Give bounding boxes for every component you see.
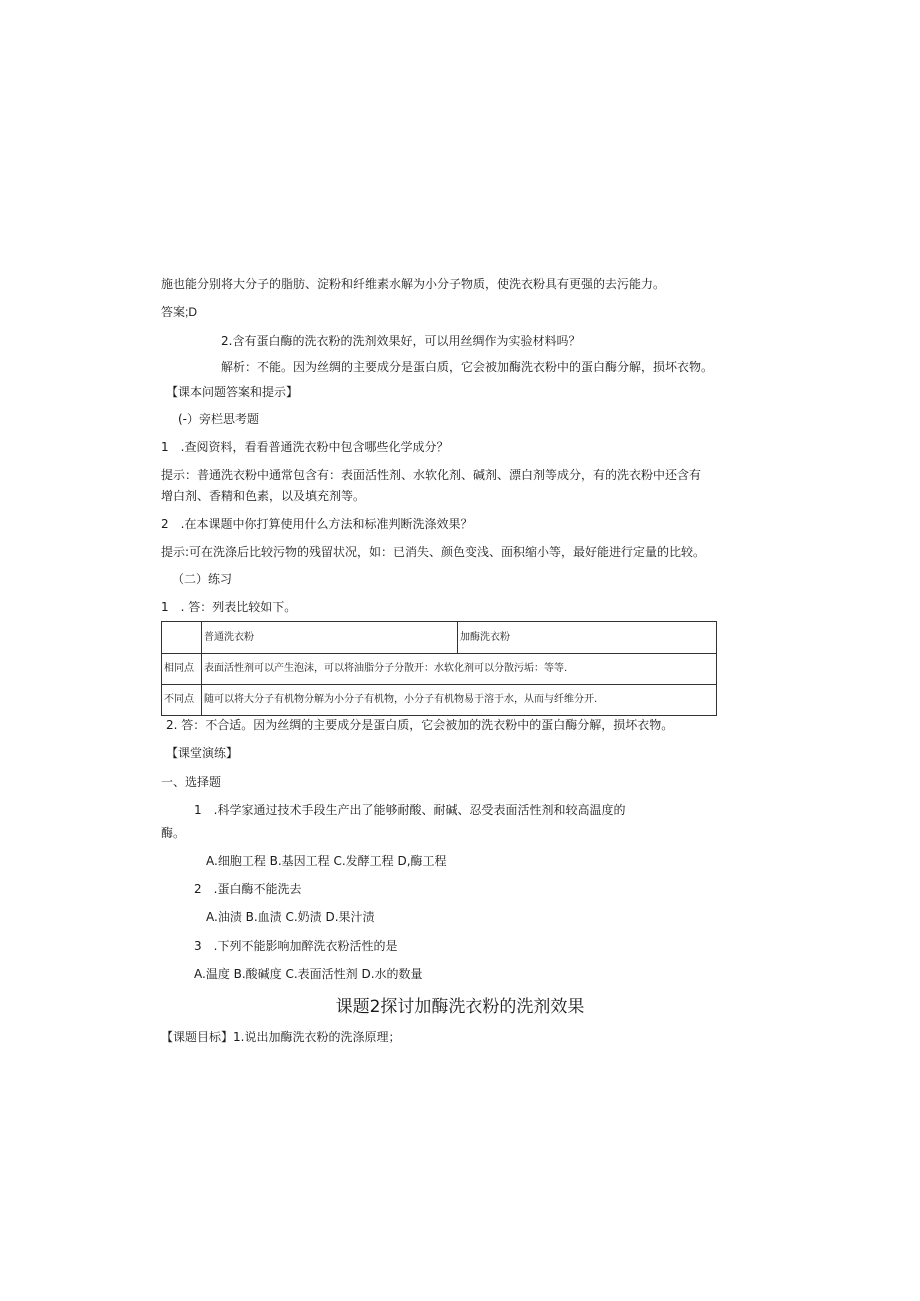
table-row (162, 685, 717, 716)
question-line: 2 .在本课题中你打算使用什么方法和标准判断洗涤效果？ (161, 517, 473, 531)
subsection-heading: （二）练习 (172, 572, 233, 586)
row-text: 随可以将大分子有机物分解为小分子有机物，小分子有机物易于溶于水，从而与纤维分开. (202, 685, 717, 716)
row-label: 相同点 (162, 654, 202, 685)
answer-line: 2. 答：不合适。因为丝绸的主要成分是蛋白质，它会被加的洗衣粉中的蛋白酶分解，损坏衣物。 (166, 718, 674, 732)
question-line: 2.含有蛋白酶的洗衣粉的洗剂效果好，可以用丝绸作为实验材料吗？ (221, 334, 581, 348)
table-header-cell: 普通洗衣粉 (202, 622, 458, 654)
analysis-line: 解析：不能。因为丝绸的主要成分是蛋白质，它会被加酶洗衣粉中的蛋白酶分解，损坏衣物。 (221, 360, 714, 374)
table-header-row (162, 622, 717, 654)
question-line: 酶。 (161, 826, 186, 840)
hint-line: 提示：普通洗衣粉中通常包含有：表面活性剂、水软化剂、碱剂、漂白剂等成分，有的洗衣粉中还含有 (161, 468, 702, 482)
answer-line: 1 . 答：列表比较如下。 (161, 600, 297, 614)
objective-line: 【课题目标】1.说出加酶洗衣粉的洗涤原理； (161, 1030, 401, 1044)
table-header-cell (162, 622, 202, 654)
options-line: A.细胞工程 B.基因工程 C.发酵工程 D,酶工程 (206, 854, 447, 868)
question-line: 3 .下列不能影响加醉洗衣粉活性的是 (194, 939, 398, 953)
options-line: A.油渍 B.血渍 C.奶渍 D.果汁渍 (206, 910, 375, 924)
hint-line: 提示:可在洗涤后比较污物的残留状况，如：已消失、颜色变浅、面积缩小等，最好能进行定量的比较。 (161, 545, 706, 559)
options-line: A.温度 B.酸碱度 C.表面活性剂 D.水的数量 (194, 967, 423, 981)
section-heading: 一、选择题 (161, 775, 222, 789)
row-label: 不同点 (162, 685, 202, 716)
question-line: 1 .科学家通过技术手段生产出了能够耐酸、耐碱、忍受表面活性剂和较高温度的 (194, 803, 626, 817)
question-line: 1 .查阅资料，看看普通洗衣粉中包含哪些化学成分？ (161, 440, 449, 454)
table-header-cell: 加酶洗衣粉 (458, 622, 717, 654)
table-row (162, 654, 717, 685)
hint-line: 增白剂、香精和色素，以及填充剂等。 (161, 489, 366, 503)
paragraph-line: 施也能分别将大分子的脂肪、淀粉和纤维素水解为小分子物质，使洗衣粉具有更强的去污能力。 (161, 277, 666, 291)
question-line: 2 .蛋白酶不能洗去 (194, 882, 302, 896)
subsection-heading: (-）旁栏思考题 (178, 412, 260, 426)
comparison-table (161, 621, 717, 716)
page-title: 课题2探讨加酶洗衣粉的洗剂效果 (335, 997, 585, 1017)
answer-line: 答案;D (161, 305, 198, 319)
section-heading: 【课堂演练】 (166, 746, 239, 760)
section-heading: 【课本问题答案和提示】 (166, 385, 299, 399)
row-text: 表面活性剂可以产生泡沫，可以将油脂分子分散开：水软化剂可以分散污垢：等等. (202, 654, 717, 685)
